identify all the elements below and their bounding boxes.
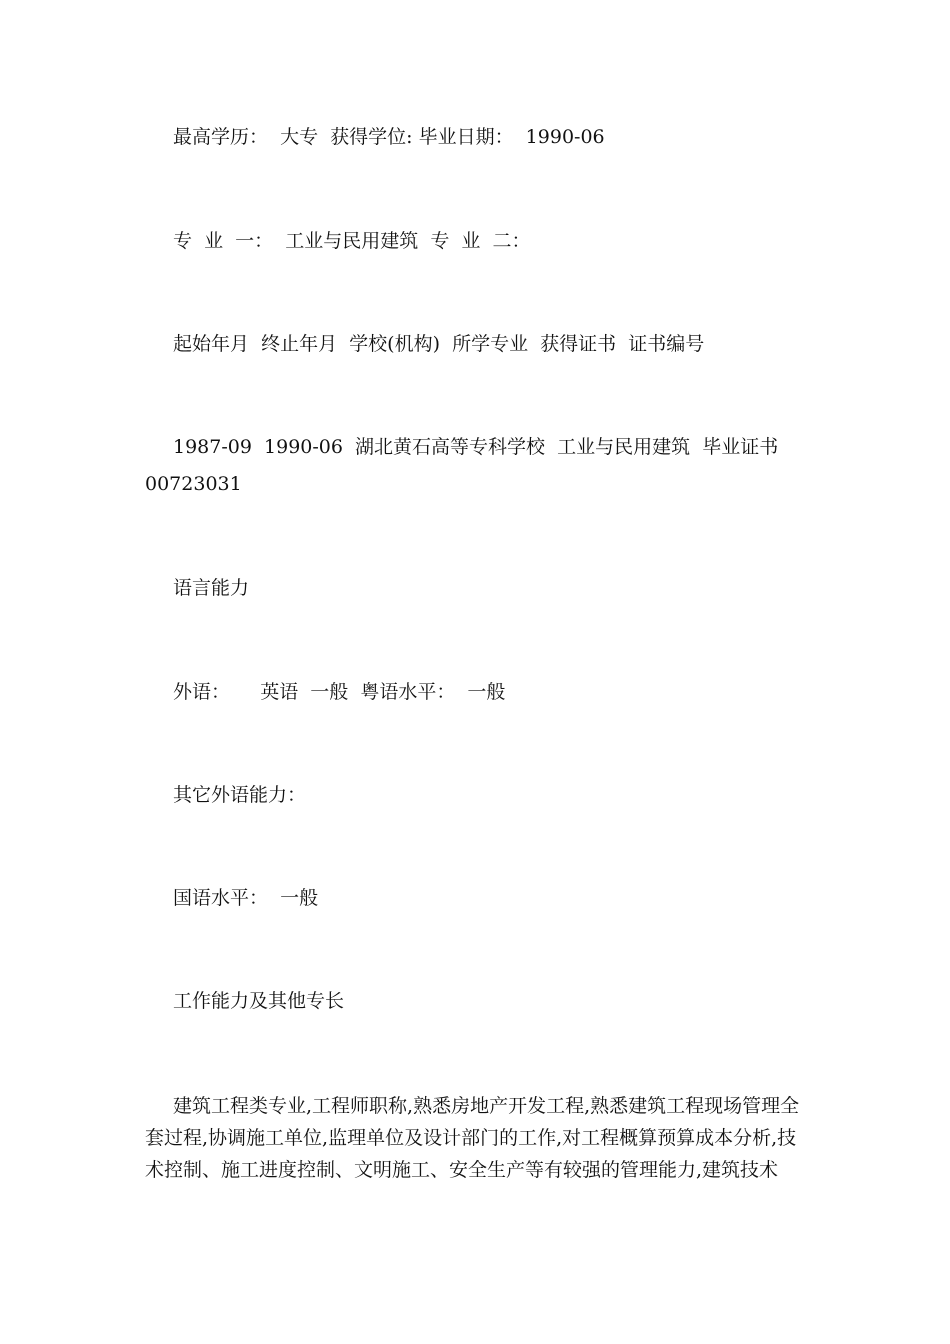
education-history-header: 起始年月 终止年月 学校(机构) 所学专业 获得证书 证书编号 [173,333,705,355]
education-certificate-number: 00723031 [145,473,242,495]
education-major-line: 专 业 一： 工业与民用建筑 专 业 二： [173,230,531,252]
language-mandarin-line: 国语水平： 一般 [173,887,319,909]
education-history-row: 1987-09 1990-06 湖北黄石高等专科学校 工业与民用建筑 毕业证书 [173,436,779,458]
education-highest-line: 最高学历： 大专 获得学位: 毕业日期： 1990-06 [173,126,605,148]
language-other-line: 其它外语能力： [173,784,307,806]
skills-heading: 工作能力及其他专长 [173,990,345,1012]
language-foreign-line: 外语： 英语 一般 粤语水平： 一般 [173,681,506,703]
language-heading: 语言能力 [173,577,250,599]
skills-paragraph: 建筑工程类专业,工程师职称,熟悉房地产开发工程,熟悉建筑工程现场管理全套过程,协调施工单位,监理单位及设计部门的工作,对工程概算预算成本分析,技术控制、施工进度控制、文明施工、安全生产等有较强的管理能力,建筑技术 [145,1095,800,1181]
